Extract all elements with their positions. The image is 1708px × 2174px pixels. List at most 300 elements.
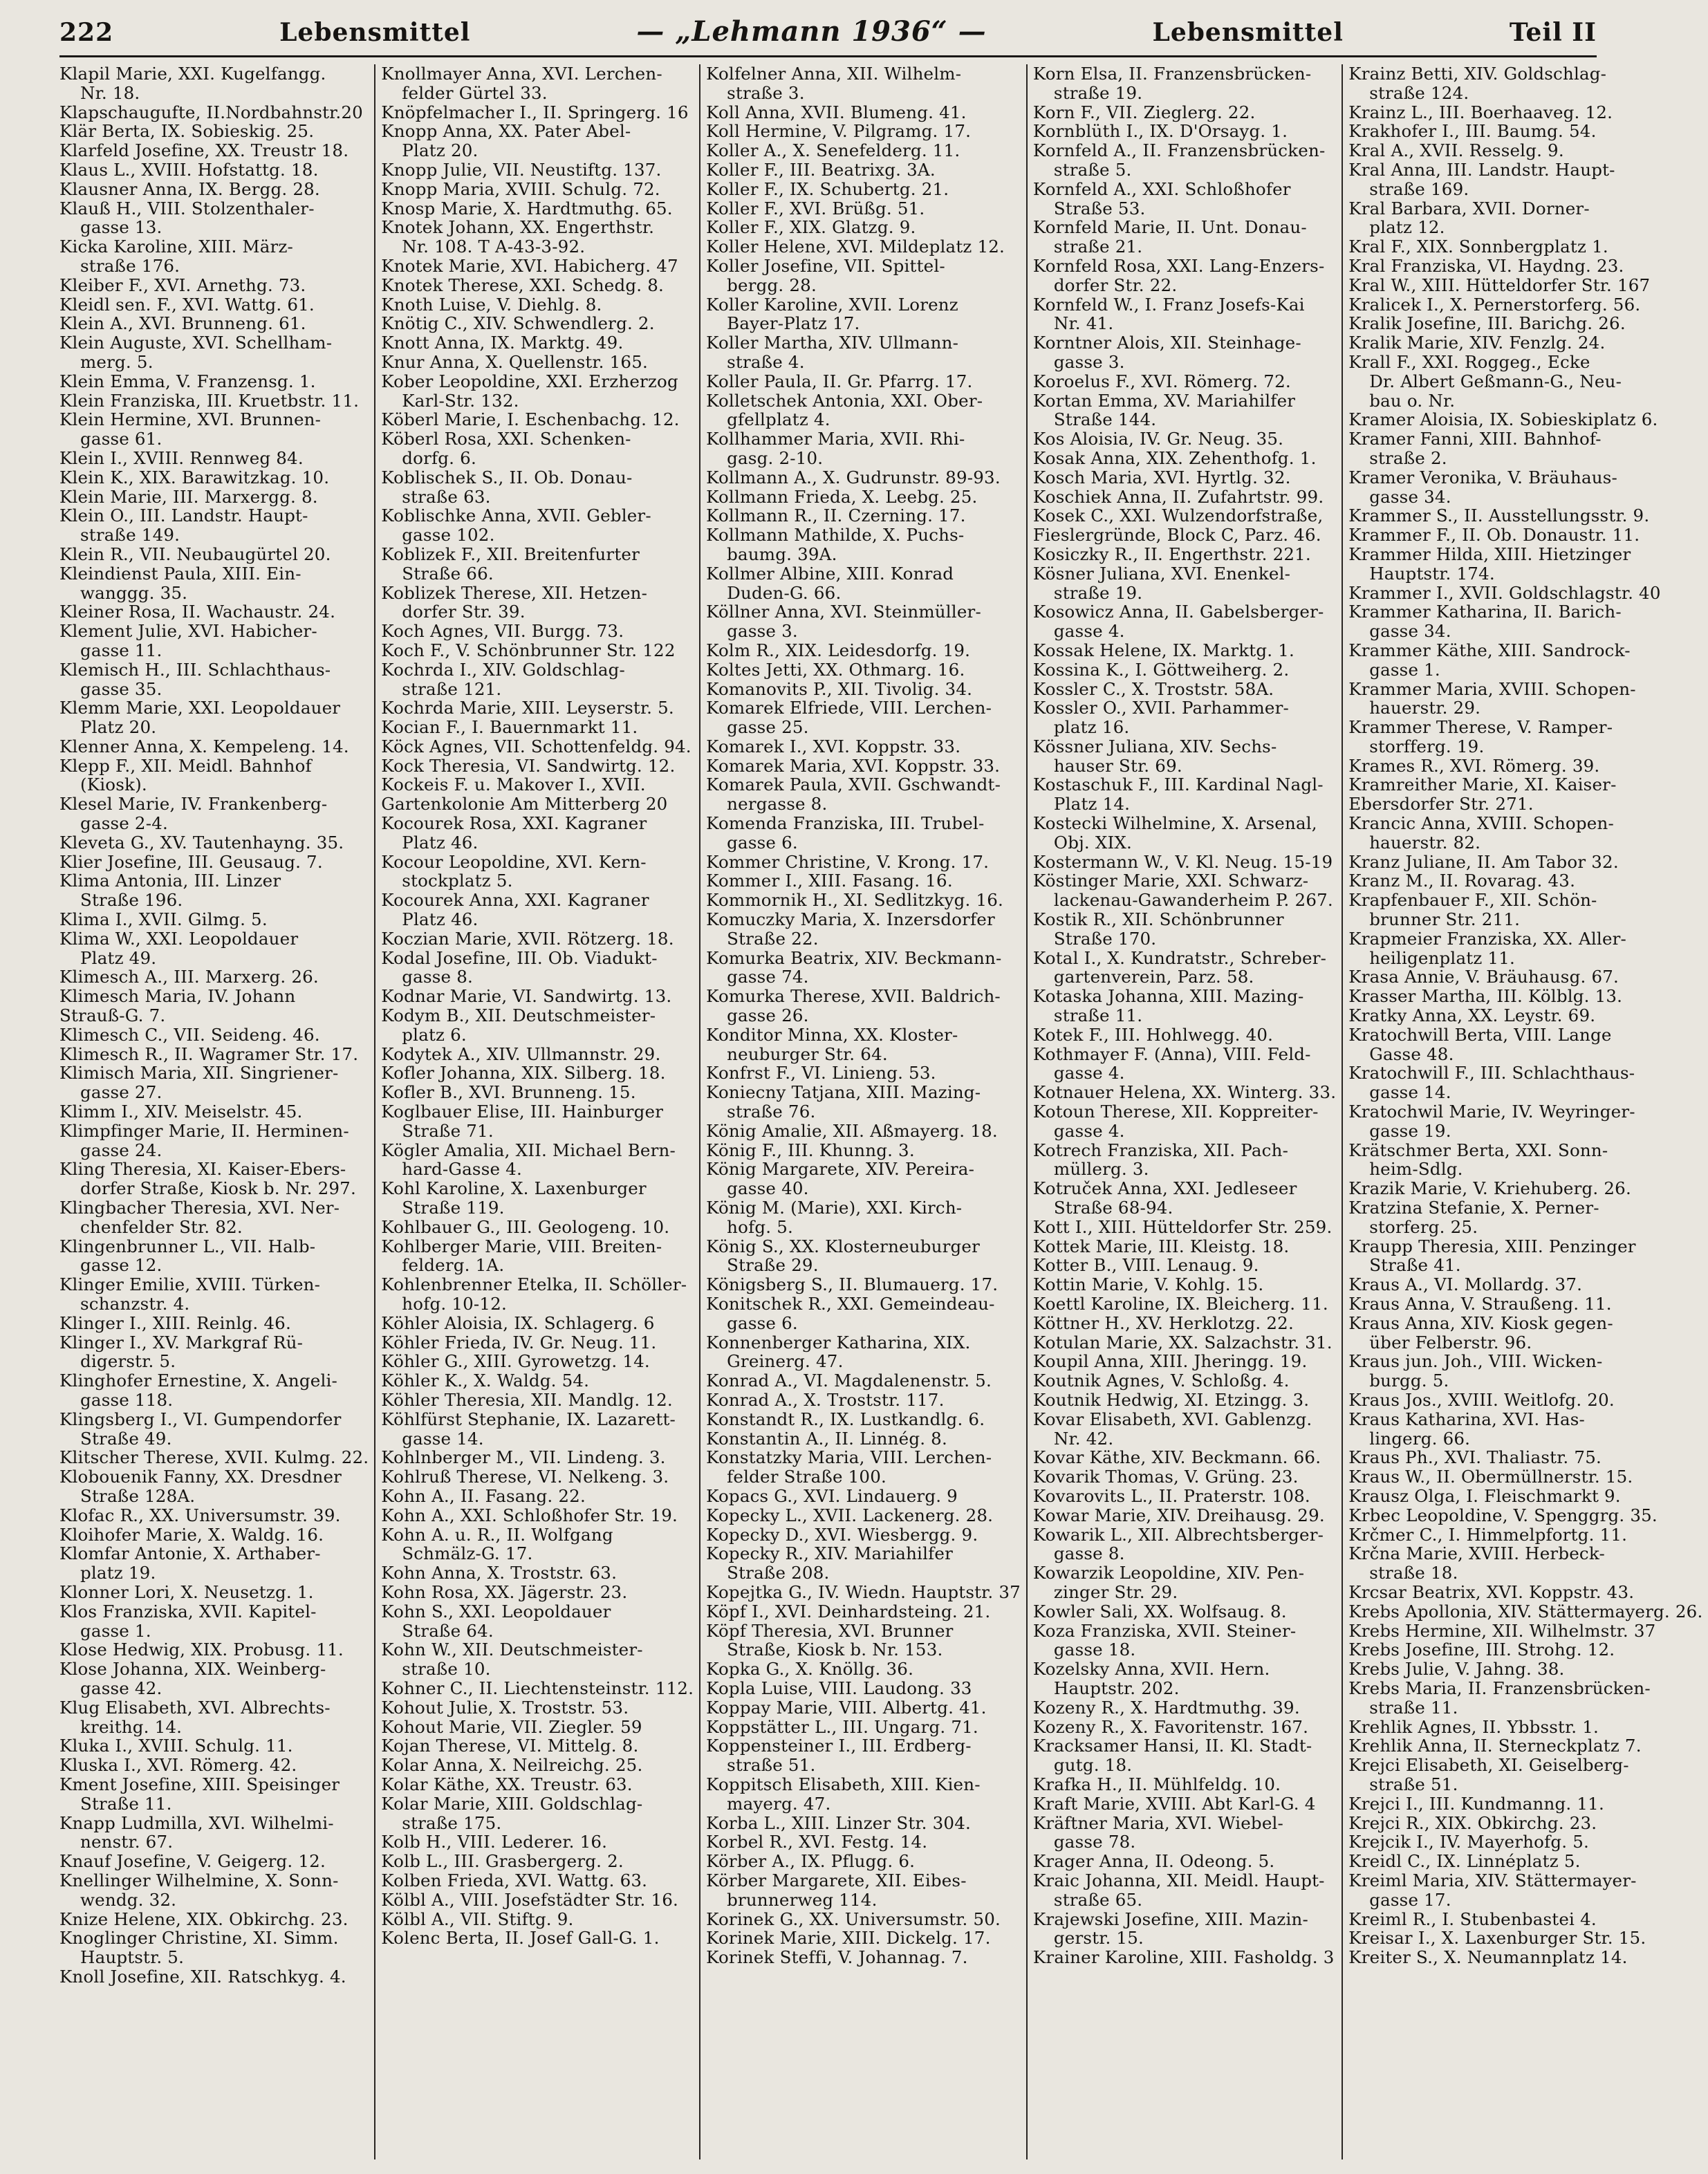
listing-entry: Kotek F., III. Hohlwegg. 40. xyxy=(1032,1024,1274,1045)
listing-entry: Knoglinger Christine, XI. Simm. xyxy=(59,1928,339,1949)
listing-entry: Straße 144. xyxy=(1053,409,1157,430)
listing-entry: Königsberg S., II. Blumauerg. 17. xyxy=(706,1274,999,1295)
listing-entry: Klonner Lori, X. Neusetzg. 1. xyxy=(59,1581,314,1602)
listing-entry: straße 121. xyxy=(402,678,502,699)
listing-entry: Knotek Marie, XVI. Habicherg. 47 xyxy=(381,255,678,276)
listing-entry: Kochrda I., XIV. Goldschlag- xyxy=(381,659,626,680)
publication-title: — „Lehmann 1936“ — xyxy=(636,15,987,48)
listing-entry: brunner Str. 211. xyxy=(1369,909,1521,930)
listing-entry: Kornfeld A., XXI. Schloßhofer xyxy=(1032,178,1291,199)
listing-entry: Kreisar I., X. Laxenburger Str. 15. xyxy=(1348,1928,1646,1949)
listing-entry: Ebersdorfer Str. 271. xyxy=(1348,794,1534,815)
listing-entry: Kraus Ph., XVI. Thaliastr. 75. xyxy=(1348,1447,1602,1468)
listing-entry: Kollmer Albine, XIII. Konrad xyxy=(706,563,954,584)
listing-entry: Korbel R., XVI. Festg. 14. xyxy=(706,1832,928,1852)
listing-entry: Krajewski Josefine, XIII. Mazin- xyxy=(1032,1908,1308,1929)
listing-entry: Kralik Josefine, III. Barichg. 26. xyxy=(1348,313,1626,334)
listing-entry: dorfg. 6. xyxy=(402,447,476,468)
listing-entry: Kostermann W., V. Kl. Neug. 15-19 xyxy=(1032,851,1333,872)
listing-entry: Kollhammer Maria, XVII. Rhi- xyxy=(706,429,965,449)
listing-entry: bau o. Nr. xyxy=(1369,390,1456,411)
listing-entry: Kral Franziska, VI. Haydng. 23. xyxy=(1348,255,1624,276)
listing-entry: Klimesch C., VII. Seideng. 46. xyxy=(59,1024,320,1045)
listing-entry: Platz 20. xyxy=(80,717,157,738)
listing-entry: Kornfeld Rosa, XXI. Lang-Enzers- xyxy=(1032,255,1325,276)
listing-entry: heim-Sdlg. xyxy=(1369,1159,1463,1180)
listing-entry: Klima I., XVII. Gilmg. 5. xyxy=(59,909,268,930)
listing-entry: Koppensteiner I., III. Erdberg- xyxy=(706,1736,972,1756)
listing-entry: Klinger I., XV. Markgraf Rü- xyxy=(59,1332,304,1353)
listing-entry: Konrad A., X. Troststr. 117. xyxy=(706,1389,945,1410)
listing-entry: burgg. 5. xyxy=(1369,1371,1449,1391)
listing-entry: Kocour Leopoldine, XVI. Kern- xyxy=(381,851,647,872)
listing-entry: Kortan Emma, XV. Mariahilfer xyxy=(1032,390,1296,411)
listing-entry: straße 169. xyxy=(1369,178,1469,199)
listing-entry: gasse 8. xyxy=(1053,1543,1125,1564)
listing-entry: Kohn Rosa, XX. Jägerstr. 23. xyxy=(381,1581,628,1602)
listing-entry: straße 51. xyxy=(727,1755,816,1776)
listing-entry: straße 65. xyxy=(1053,1889,1143,1910)
listing-entry: felder Straße 100. xyxy=(727,1467,887,1487)
listing-entry: Straße 128A. xyxy=(80,1485,196,1506)
listing-entry: Kohlruß Therese, VI. Nelkeng. 3. xyxy=(381,1467,669,1487)
listing-entry: Kozelsky Anna, XVII. Hern. xyxy=(1032,1659,1270,1680)
listing-entry: gasse 14. xyxy=(1369,1082,1451,1103)
listing-entry: Kos Aloisia, IV. Gr. Neug. 35. xyxy=(1032,429,1284,449)
listing-entry: Kohl Karoline, X. Laxenburger xyxy=(381,1178,647,1199)
listing-entry: bergg. 28. xyxy=(727,275,817,295)
listing-entry: Kofler Johanna, XIX. Silberg. 18. xyxy=(381,1063,666,1084)
listing-entry: Hauptstr. 174. xyxy=(1369,563,1495,584)
listing-entry: hauser Str. 69. xyxy=(1053,755,1182,776)
listing-entry: Platz 46. xyxy=(402,832,479,853)
listing-entry: gerstr. 15. xyxy=(1053,1928,1144,1949)
listing-entry: gasse 4. xyxy=(1053,1063,1125,1084)
listing-entry: Kolm R., XIX. Leidesdorfg. 19. xyxy=(706,640,971,660)
listing-entry: straße 3. xyxy=(727,82,805,103)
listing-entry: Kral A., XVII. Resselg. 9. xyxy=(1348,140,1564,161)
listing-entry: Krcsar Beatrix, XVI. Koppstr. 43. xyxy=(1348,1581,1635,1602)
listing-entry: Konitschek R., XXI. Gemeindeau- xyxy=(706,1294,995,1314)
listing-entry: Klos Franziska, XVII. Kapitel- xyxy=(59,1601,317,1622)
listing-entry: Nr. 108. T A-43-3-92. xyxy=(402,236,586,257)
listing-entry: müllerg. 3. xyxy=(1053,1159,1149,1180)
listing-entry: gasse 17. xyxy=(1369,1889,1451,1910)
listing-entry: Kolar Marie, XIII. Goldschlag- xyxy=(381,1793,643,1814)
listing-entry: Kostecki Wilhelmine, X. Arsenal, xyxy=(1032,813,1317,834)
listing-entry: Kolfelner Anna, XII. Wilhelm- xyxy=(706,64,962,84)
listing-entry: Koller A., X. Senefelderg. 11. xyxy=(706,140,960,161)
listing-entry: Koutnik Agnes, V. Schloßg. 4. xyxy=(1032,1371,1290,1391)
listing-entry: Kohlberger Marie, VIII. Breiten- xyxy=(381,1236,662,1256)
listing-entry: Kodal Josefine, III. Ob. Viadukt- xyxy=(381,947,658,968)
listing-entry: Koblizek Therese, XII. Hetzen- xyxy=(381,582,648,603)
listing-entry: Köstinger Marie, XXI. Schwarz- xyxy=(1032,871,1309,891)
listing-entry: Klimisch Maria, XII. Singriener- xyxy=(59,1063,339,1084)
listing-entry: Korn Elsa, II. Franzensbrücken- xyxy=(1032,64,1312,84)
listing-entry: Straße 11. xyxy=(80,1793,172,1814)
listing-entry: Platz 14. xyxy=(1053,794,1131,815)
listing-entry: Klaus L., XVIII. Hofstattg. 18. xyxy=(59,159,319,180)
listing-entry: Kodytek A., XIV. Ullmannstr. 29. xyxy=(381,1043,661,1064)
listing-entry: stockplatz 5. xyxy=(402,871,513,891)
listing-entry: Koczian Marie, XVII. Rötzerg. 18. xyxy=(381,928,674,949)
listing-entry: Krafka H., II. Mühlfeldg. 10. xyxy=(1032,1774,1281,1794)
listing-entry: Kral Anna, III. Landstr. Haupt- xyxy=(1348,159,1615,180)
listing-entry: Kloihofer Marie, X. Waldg. 16. xyxy=(59,1524,324,1545)
listing-entry: Kracksamer Hansi, II. Kl. Stadt- xyxy=(1032,1736,1312,1756)
listing-entry: Koschiek Anna, II. Zufahrtstr. 99. xyxy=(1032,486,1324,507)
listing-entry: felder Gürtel 33. xyxy=(402,82,548,103)
listing-entry: Kraus jun. Joh., VIII. Wicken- xyxy=(1348,1351,1603,1372)
listing-entry: Krejci R., XIX. Obkirchg. 23. xyxy=(1348,1812,1597,1833)
listing-entry: lingerg. 66. xyxy=(1369,1428,1471,1449)
listing-entry: straße 176. xyxy=(80,255,180,276)
listing-entry: Obj. XIX. xyxy=(1053,832,1133,853)
listing-entry: Straße 22. xyxy=(727,928,819,949)
listing-entry: Krager Anna, II. Odeong. 5. xyxy=(1032,1851,1275,1872)
listing-entry: Kotruček Anna, XXI. Jedleseer xyxy=(1032,1178,1297,1199)
listing-entry: Knur Anna, X. Quellenstr. 165. xyxy=(381,351,648,372)
listing-entry: Komurka Beatrix, XIV. Beckmann- xyxy=(706,947,1002,968)
listing-entry: Straße 49. xyxy=(80,1428,172,1449)
listing-entry: Nr. 41. xyxy=(1053,313,1114,334)
listing-entry: gasse 74. xyxy=(727,967,809,987)
listing-entry: mayerg. 47. xyxy=(727,1793,831,1814)
listing-entry: Krehlik Anna, II. Sterneckplatz 7. xyxy=(1348,1736,1642,1756)
listing-entry: Straße 29. xyxy=(727,1255,819,1276)
listing-entry: Kosch Maria, XVI. Hyrtlg. 32. xyxy=(1032,467,1291,487)
listing-entry: Kramer Aloisia, IX. Sobieskiplatz 6. xyxy=(1348,409,1658,430)
listing-entry: Kreiml Maria, XIV. Stättermayer- xyxy=(1348,1870,1637,1890)
listing-entry: Klug Elisabeth, XVI. Albrechts- xyxy=(59,1697,331,1718)
listing-entry: Konrad A., VI. Magdalenenstr. 5. xyxy=(706,1371,992,1391)
listing-entry: Kotnauer Helena, XX. Winterg. 33. xyxy=(1032,1082,1337,1103)
listing-entry: Kleiner Rosa, II. Wachaustr. 24. xyxy=(59,602,336,622)
listing-entry: Straße 208. xyxy=(727,1563,830,1583)
listing-entry: Klement Julie, XVI. Habicher- xyxy=(59,621,317,642)
listing-entry: neuburger Str. 64. xyxy=(727,1043,888,1064)
listing-entry: Köhler K., X. Waldg. 54. xyxy=(381,1371,590,1391)
listing-entry: Kösner Juliana, XVI. Enenkel- xyxy=(1032,563,1291,584)
listing-entry: Straße 68-94. xyxy=(1053,1198,1173,1218)
listing-entry: Hauptstr. 5. xyxy=(80,1947,185,1968)
listing-entry: straße 149. xyxy=(80,525,180,546)
listing-entry: Kock Theresia, VI. Sandwirtg. 12. xyxy=(381,755,676,776)
listing-entry: Knopp Anna, XX. Pater Abel- xyxy=(381,121,631,142)
listing-entry: gasse 3. xyxy=(1053,351,1125,372)
listing-entry: Kossler O., XVII. Parhammer- xyxy=(1032,698,1290,718)
listing-entry: Krammer Therese, V. Ramper- xyxy=(1348,717,1613,738)
listing-entry: gasse 14. xyxy=(402,1428,484,1449)
listing-entry: Duden-G. 66. xyxy=(727,582,842,603)
listing-entry: Straße 41. xyxy=(1369,1255,1461,1276)
listing-entry: storfferg. 19. xyxy=(1369,736,1485,756)
listing-entry: Kraus Anna, V. Straußeng. 11. xyxy=(1348,1294,1612,1314)
listing-entry: Knosp Marie, X. Hardtmuthg. 65. xyxy=(381,198,673,219)
listing-entry: Klapschaugufte, II.Nordbahnstr.20 xyxy=(59,102,363,122)
listing-entry: digerstr. 5. xyxy=(80,1351,176,1372)
listing-entry: Dr. Albert Geßmann-G., Neu- xyxy=(1369,371,1622,391)
listing-entry: Köhler Aloisia, IX. Schlagerg. 6 xyxy=(381,1312,655,1333)
listing-entry: gasse 34. xyxy=(1369,486,1451,507)
listing-entry: Koblischke Anna, XVII. Gebler- xyxy=(381,505,651,526)
listing-entry: Karl-Str. 132. xyxy=(402,390,519,411)
listing-entry: Kral F., XIX. Sonnbergplatz 1. xyxy=(1348,236,1608,257)
listing-entry: Kossler C., X. Troststr. 58A. xyxy=(1032,678,1274,699)
listing-entry: platz 19. xyxy=(80,1563,156,1583)
listing-entry: dorfer Str. 22. xyxy=(1053,275,1178,295)
listing-entry: Krapmeier Franziska, XX. Aller- xyxy=(1348,928,1627,949)
listing-entry: Köhler Frieda, IV. Gr. Neug. 11. xyxy=(381,1332,657,1353)
listing-entry: gasse 2-4. xyxy=(80,813,168,834)
listing-entry: Koch Agnes, VII. Burgg. 73. xyxy=(381,621,624,642)
listing-entry: Kossak Helene, IX. Marktg. 1. xyxy=(1032,640,1294,660)
listing-entry: Straße 66. xyxy=(402,563,494,584)
listing-entry: Kreiml R., I. Stubenbastei 4. xyxy=(1348,1908,1597,1929)
listing-entry: Kosak Anna, XIX. Zehenthofg. 1. xyxy=(1032,447,1317,468)
listing-entry: Kotoun Therese, XII. Koppreiter- xyxy=(1032,1102,1319,1122)
listing-entry: Knapp Ludmilla, XVI. Wilhelmi- xyxy=(59,1812,334,1833)
listing-entry: Kranz M., II. Rovarag. 43. xyxy=(1348,871,1576,891)
listing-entry: Koll Hermine, V. Pilgramg. 17. xyxy=(706,121,972,142)
listing-entry: Kratochwil Marie, IV. Weyringer- xyxy=(1348,1102,1635,1122)
listing-entry: Kopecky D., XVI. Wiesbergg. 9. xyxy=(706,1524,978,1545)
listing-entry: straße 10. xyxy=(402,1659,491,1680)
listing-entry: Krčna Marie, XVIII. Herbeck- xyxy=(1348,1543,1605,1564)
listing-entry: Kraic Johanna, XII. Meidl. Haupt- xyxy=(1032,1870,1325,1890)
listing-entry: Kopecky R., XIV. Mariahilfer xyxy=(706,1543,954,1564)
listing-entry: gasse 26. xyxy=(727,1005,809,1026)
listing-entry: chenfelder Str. 82. xyxy=(80,1216,243,1237)
listing-entry: felderg. 1A. xyxy=(402,1255,505,1276)
listing-entry: hofg. 10-12. xyxy=(402,1294,507,1314)
listing-entry: Platz 46. xyxy=(402,909,479,930)
listing-entry: Kleiber F., XVI. Arnethg. 73. xyxy=(59,275,306,295)
listing-entry: Konstandt R., IX. Lustkandlg. 6. xyxy=(706,1409,985,1429)
listing-entry: Klepp F., XII. Meidl. Bahnhof xyxy=(59,755,312,776)
listing-entry: Korntner Alois, XII. Steinhage- xyxy=(1032,333,1301,353)
listing-entry: Komanovits P., XII. Tivolig. 34. xyxy=(706,678,973,699)
listing-entry: Knauf Josefine, V. Geigerg. 12. xyxy=(59,1851,326,1872)
listing-entry: hauerstr. 82. xyxy=(1369,832,1481,853)
listing-entry: Koller Karoline, XVII. Lorenz xyxy=(706,294,958,315)
listing-entry: Gasse 48. xyxy=(1369,1043,1454,1064)
listing-entry: über Felberstr. 96. xyxy=(1369,1332,1532,1353)
listing-entry: straße 11. xyxy=(1369,1697,1458,1718)
listing-entry: Krčmer C., I. Himmelpfortg. 11. xyxy=(1348,1524,1628,1545)
listing-entry: Kolben Frieda, XVI. Wattg. 63. xyxy=(381,1870,648,1890)
listing-entry: Komarek Elfriede, VIII. Lerchen- xyxy=(706,698,992,718)
listing-entry: Kranz Juliane, II. Am Tabor 32. xyxy=(1348,851,1619,872)
listing-entry: Kozeny R., X. Hardtmuthg. 39. xyxy=(1032,1697,1300,1718)
listing-entry: Klein Auguste, XVI. Schellham- xyxy=(59,333,333,353)
listing-entry: Kovarovits L., II. Praterstr. 108. xyxy=(1032,1485,1310,1506)
listing-entry: Kleidl sen. F., XVI. Wattg. 61. xyxy=(59,294,315,315)
listing-entry: gasse 61. xyxy=(80,429,163,449)
listing-entry: Platz 49. xyxy=(80,947,157,968)
header-rule xyxy=(59,55,1597,57)
listing-entry: Kohn W., XII. Deutschmeister- xyxy=(381,1639,643,1660)
listing-entry: straße 124. xyxy=(1369,82,1469,103)
listing-entry: Knötig C., XIV. Schwendlerg. 2. xyxy=(381,313,655,334)
listing-entry: Kratky Anna, XX. Leystr. 69. xyxy=(1348,1005,1596,1026)
listing-entry: Korinek Steffi, V. Johannag. 7. xyxy=(706,1947,968,1968)
listing-entry: straße 51. xyxy=(1369,1774,1458,1794)
listing-entry: Kott I., XIII. Hütteldorfer Str. 259. xyxy=(1032,1216,1333,1237)
listing-entry: Körber Margarete, XII. Eibes- xyxy=(706,1870,967,1890)
part-label: Teil II xyxy=(1509,18,1597,47)
listing-entry: Kosek C., XXI. Wulzendorfstraße, xyxy=(1032,505,1324,526)
listing-entry: Kotaska Johanna, XIII. Mazing- xyxy=(1032,986,1304,1007)
listing-entry: gasse 18. xyxy=(1053,1639,1136,1660)
listing-entry: Koblischek S., II. Ob. Donau- xyxy=(381,467,633,487)
listing-entry: Konstatzky Maria, VIII. Lerchen- xyxy=(706,1447,992,1468)
listing-entry: gasse 12. xyxy=(80,1255,163,1276)
listing-entry: Koppay Marie, VIII. Albertg. 41. xyxy=(706,1697,987,1718)
page-header xyxy=(59,15,1597,54)
listing-entry: Kolar Anna, X. Neilreichg. 25. xyxy=(381,1755,643,1776)
listing-entry: Kohn A., XXI. Schloßhofer Str. 19. xyxy=(381,1505,678,1525)
listing-entry: Straße 53. xyxy=(1053,198,1146,219)
listing-entry: Klimesch A., III. Marxerg. 26. xyxy=(59,967,319,987)
listing-entry: gasse 6. xyxy=(727,832,798,853)
listing-entry: Kramer Fanni, XIII. Bahnhof- xyxy=(1348,429,1602,449)
listing-entry: Kovar Käthe, XIV. Beckmann. 66. xyxy=(1032,1447,1321,1468)
listing-entry: Kohlenbrenner Etelka, II. Schöller- xyxy=(381,1274,687,1295)
listing-entry: zinger Str. 29. xyxy=(1053,1581,1178,1602)
listing-entry: Kodym B., XII. Deutschmeister- xyxy=(381,1005,656,1026)
listing-entry: Konnenberger Katharina, XIX. xyxy=(706,1332,971,1353)
listing-entry: Köberl Marie, I. Eschenbachg. 12. xyxy=(381,409,680,430)
listing-entry: Köhler Theresia, XII. Mandlg. 12. xyxy=(381,1389,673,1410)
listing-entry: Kofler B., XVI. Brunneng. 15. xyxy=(381,1082,636,1103)
listing-entry: Korinek G., XX. Universumstr. 50. xyxy=(706,1908,1001,1929)
listing-entry: Korn F., VII. Zieglerg. 22. xyxy=(1032,102,1256,122)
listing-entry: Koller Helene, XVI. Mildeplatz 12. xyxy=(706,236,1005,257)
listing-entry: Kraus W., II. Obermüllnerstr. 15. xyxy=(1348,1467,1633,1487)
listing-entry: Kossina K., I. Göttweiherg. 2. xyxy=(1032,659,1290,680)
listing-entry: gasse 4. xyxy=(1053,1120,1125,1141)
listing-entry: Kopecky L., XVII. Lackenerg. 28. xyxy=(706,1505,994,1525)
listing-entry: Köllner Anna, XVI. Steinmüller- xyxy=(706,602,981,622)
listing-entry: Kocourek Rosa, XXI. Kagraner xyxy=(381,813,647,834)
listing-entry: gasse 42. xyxy=(80,1678,163,1698)
listing-entry: Straße 64. xyxy=(402,1620,494,1641)
listing-entry: Konfrst F., VI. Linieng. 53. xyxy=(706,1063,936,1084)
listing-entry: Kralik Marie, XIV. Fenzlg. 24. xyxy=(1348,333,1606,353)
listing-entry: Koettl Karoline, IX. Bleicherg. 11. xyxy=(1032,1294,1328,1314)
listing-entry: Kolb L., III. Grasbergerg. 2. xyxy=(381,1851,624,1872)
listing-entry: Klingbacher Theresia, XVI. Ner- xyxy=(59,1198,340,1218)
listing-entry: gasg. 2-10. xyxy=(727,447,824,468)
listing-entry: platz 16. xyxy=(1053,717,1130,738)
listing-entry: Klinger I., XIII. Reinlg. 46. xyxy=(59,1312,291,1333)
listing-entry: Krasser Martha, III. Kölblg. 13. xyxy=(1348,986,1623,1007)
listing-entry: Kojan Therese, VI. Mittelg. 8. xyxy=(381,1736,639,1756)
listing-entry: Komarek Maria, XVI. Koppstr. 33. xyxy=(706,755,1001,776)
listing-entry: Kowarzik Leopoldine, XIV. Pen- xyxy=(1032,1563,1305,1583)
listing-entry: gasse 24. xyxy=(80,1140,163,1160)
listing-entry: Krätschmer Berta, XXI. Sonn- xyxy=(1348,1140,1608,1160)
listing-entry: König Amalie, XII. Aßmayerg. 18. xyxy=(706,1120,998,1141)
listing-entry: Krebs Apollonia, XIV. Stättermayerg. 26. xyxy=(1348,1601,1703,1622)
listing-entry: Köhlfürst Stephanie, IX. Lazarett- xyxy=(381,1409,676,1429)
listing-entry: Kornfeld Marie, II. Unt. Donau- xyxy=(1032,217,1307,238)
listing-entry: Klenner Anna, X. Kempeleng. 14. xyxy=(59,736,349,756)
listing-entry: nergasse 8. xyxy=(727,794,828,815)
listing-entry: Kotrech Franziska, XII. Pach- xyxy=(1032,1140,1289,1160)
listing-entry: Kowler Sali, XX. Wolfsaug. 8. xyxy=(1032,1601,1287,1622)
listing-entry: straße 18. xyxy=(1369,1563,1458,1583)
listing-entry: Klausner Anna, IX. Bergg. 28. xyxy=(59,178,320,199)
listing-entry: Kommer I., XIII. Fasang. 16. xyxy=(706,871,953,891)
listing-entry: Schmälz-G. 17. xyxy=(402,1543,533,1564)
listing-entry: Kölbl A., VII. Stiftg. 9. xyxy=(381,1908,574,1929)
listing-entry: gartenverein, Parz. 58. xyxy=(1053,967,1254,987)
listing-entry: gasse 3. xyxy=(727,621,798,642)
listing-entry: Kornfeld A., II. Franzensbrücken- xyxy=(1032,140,1326,161)
listing-entry: Kraus A., VI. Mollardg. 37. xyxy=(1348,1274,1583,1295)
listing-entry: Straße 196. xyxy=(80,890,183,911)
listing-entry: Klemm Marie, XXI. Leopoldauer xyxy=(59,698,341,718)
listing-entry: gasse 25. xyxy=(727,717,809,738)
listing-entry: Krapfenbauer F., XII. Schön- xyxy=(1348,890,1597,911)
listing-entry: Klesel Marie, IV. Frankenberg- xyxy=(59,794,328,815)
listing-entry: Kratochwill Berta, VIII. Lange xyxy=(1348,1024,1612,1045)
listing-entry: baumg. 39A. xyxy=(727,544,837,564)
listing-entry: Kollmann Frieda, X. Leebg. 25. xyxy=(706,486,978,507)
listing-entry: Klingsberg I., VI. Gumpendorfer xyxy=(59,1409,342,1429)
listing-entry: gasse 118. xyxy=(80,1389,174,1410)
listing-entry: Klose Johanna, XIX. Weinberg- xyxy=(59,1659,326,1680)
listing-entry: Köhler G., XIII. Gyrowetzg. 14. xyxy=(381,1351,650,1372)
listing-entry: Platz 20. xyxy=(402,140,479,161)
listing-entry: brunnerweg 114. xyxy=(727,1889,878,1910)
listing-entry: gasse 40. xyxy=(727,1178,809,1199)
listing-entry: Straße, Kiosk b. Nr. 153. xyxy=(727,1639,943,1660)
listing-entry: Krejci Elisabeth, XI. Geiselberg- xyxy=(1348,1755,1629,1776)
listing-entry: Kovarik Thomas, V. Grüng. 23. xyxy=(1032,1467,1299,1487)
listing-entry: Kohn Anna, X. Troststr. 63. xyxy=(381,1563,618,1583)
page-number: 222 xyxy=(59,18,114,47)
listing-entry: Kollmann A., X. Gudrunstr. 89-93. xyxy=(706,467,1001,487)
listing-entry: heiligenplatz 11. xyxy=(1369,947,1515,968)
listing-entry: Kovar Elisabeth, XVI. Gablenzg. xyxy=(1032,1409,1312,1429)
listing-entry: Kratzina Stefanie, X. Perner- xyxy=(1348,1198,1599,1218)
listing-entry: Koller F., XIX. Glatzg. 9. xyxy=(706,217,916,238)
listing-entry: Krejcik I., IV. Mayerhofg. 5. xyxy=(1348,1832,1589,1852)
listing-entry: Krames R., XVI. Römerg. 39. xyxy=(1348,755,1600,776)
listing-entry: Köberl Rosa, XXI. Schenken- xyxy=(381,429,631,449)
listing-entry: Kober Leopoldine, XXI. Erzherzog xyxy=(381,371,678,391)
listing-entry: straße 21. xyxy=(1053,236,1143,257)
listing-entry: Klobouenik Fanny, XX. Dresdner xyxy=(59,1467,342,1487)
listing-entry: Kocian F., I. Bauernmarkt 11. xyxy=(381,717,638,738)
listing-entry: Kraft Marie, XVIII. Abt Karl-G. 4 xyxy=(1032,1793,1316,1814)
listing-entry: Krammer I., XVII. Goldschlagstr. 40 xyxy=(1348,582,1661,603)
listing-entry: Kollmann R., II. Czerning. 17. xyxy=(706,505,966,526)
listing-entry: Krbec Leopoldine, V. Spenggrg. 35. xyxy=(1348,1505,1658,1525)
listing-entry: Kratochwill F., III. Schlachthaus- xyxy=(1348,1063,1635,1084)
listing-entry: straße 2. xyxy=(1369,447,1447,468)
listing-entry: Klemisch H., III. Schlachthaus- xyxy=(59,659,331,680)
listing-entry: Kolb H., VIII. Lederer. 16. xyxy=(381,1832,608,1852)
listing-entry: Straße 170. xyxy=(1053,928,1157,949)
listing-entry: gasse 19. xyxy=(1369,1120,1451,1141)
listing-entry: Klima W., XXI. Leopoldauer xyxy=(59,928,299,949)
listing-entry: dorfer Str. 39. xyxy=(402,602,526,622)
